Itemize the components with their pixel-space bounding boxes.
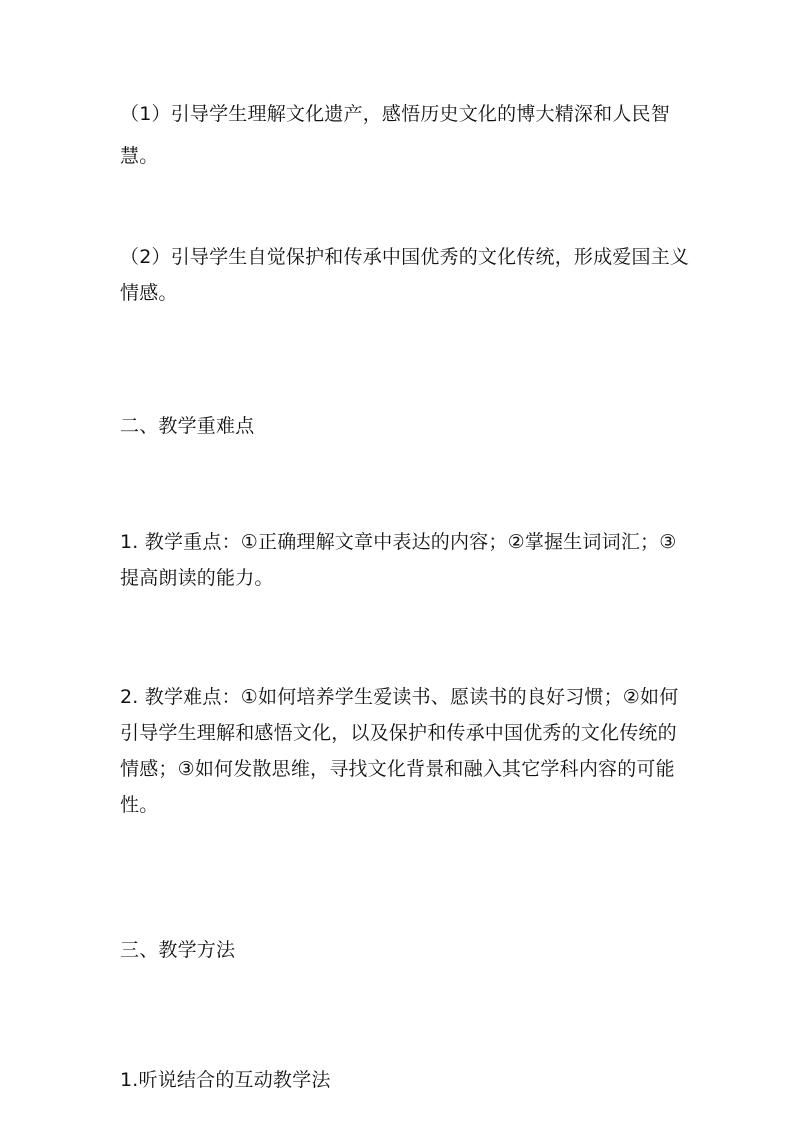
section-heading-teaching-methods: 三、教学方法	[120, 939, 236, 961]
objective-paragraph-2	[120, 239, 690, 311]
teaching-method-item-1: 1.听说结合的互动教学法	[120, 1069, 331, 1091]
difficulties-line-3: 情感；③如何发散思维，寻找文化背景和融入其它学科内容的可能	[120, 758, 675, 780]
teaching-difficulties-paragraph	[120, 679, 680, 823]
key-points-line-2: 提高朗读的能力。	[120, 567, 274, 589]
objective-2-line-1: （2）引导学生自觉保护和传承中国优秀的文化传统，形成爱国主义	[120, 246, 690, 268]
section-heading-key-difficult-points: 二、教学重难点	[120, 415, 255, 437]
objective-2-line-2: 情感。	[120, 282, 178, 304]
difficulties-line-4: 性。	[120, 794, 159, 816]
key-points-line-1: 1. 教学重点：①正确理解文章中表达的内容；②掌握生词词汇；③	[120, 531, 677, 553]
teaching-key-points-paragraph	[120, 524, 680, 596]
objective-1-line-1: （1）引导学生理解文化遗产，感悟历史文化的博大精深和人民智	[120, 103, 670, 125]
difficulties-line-2: 引导学生理解和感悟文化，以及保护和传承中国优秀的文化传统的	[120, 722, 677, 744]
objective-paragraph-1	[120, 96, 680, 174]
objective-1-line-2: 慧。	[120, 145, 159, 167]
difficulties-line-1: 2. 教学难点：①如何培养学生爱读书、愿读书的良好习惯；②如何	[120, 686, 679, 708]
